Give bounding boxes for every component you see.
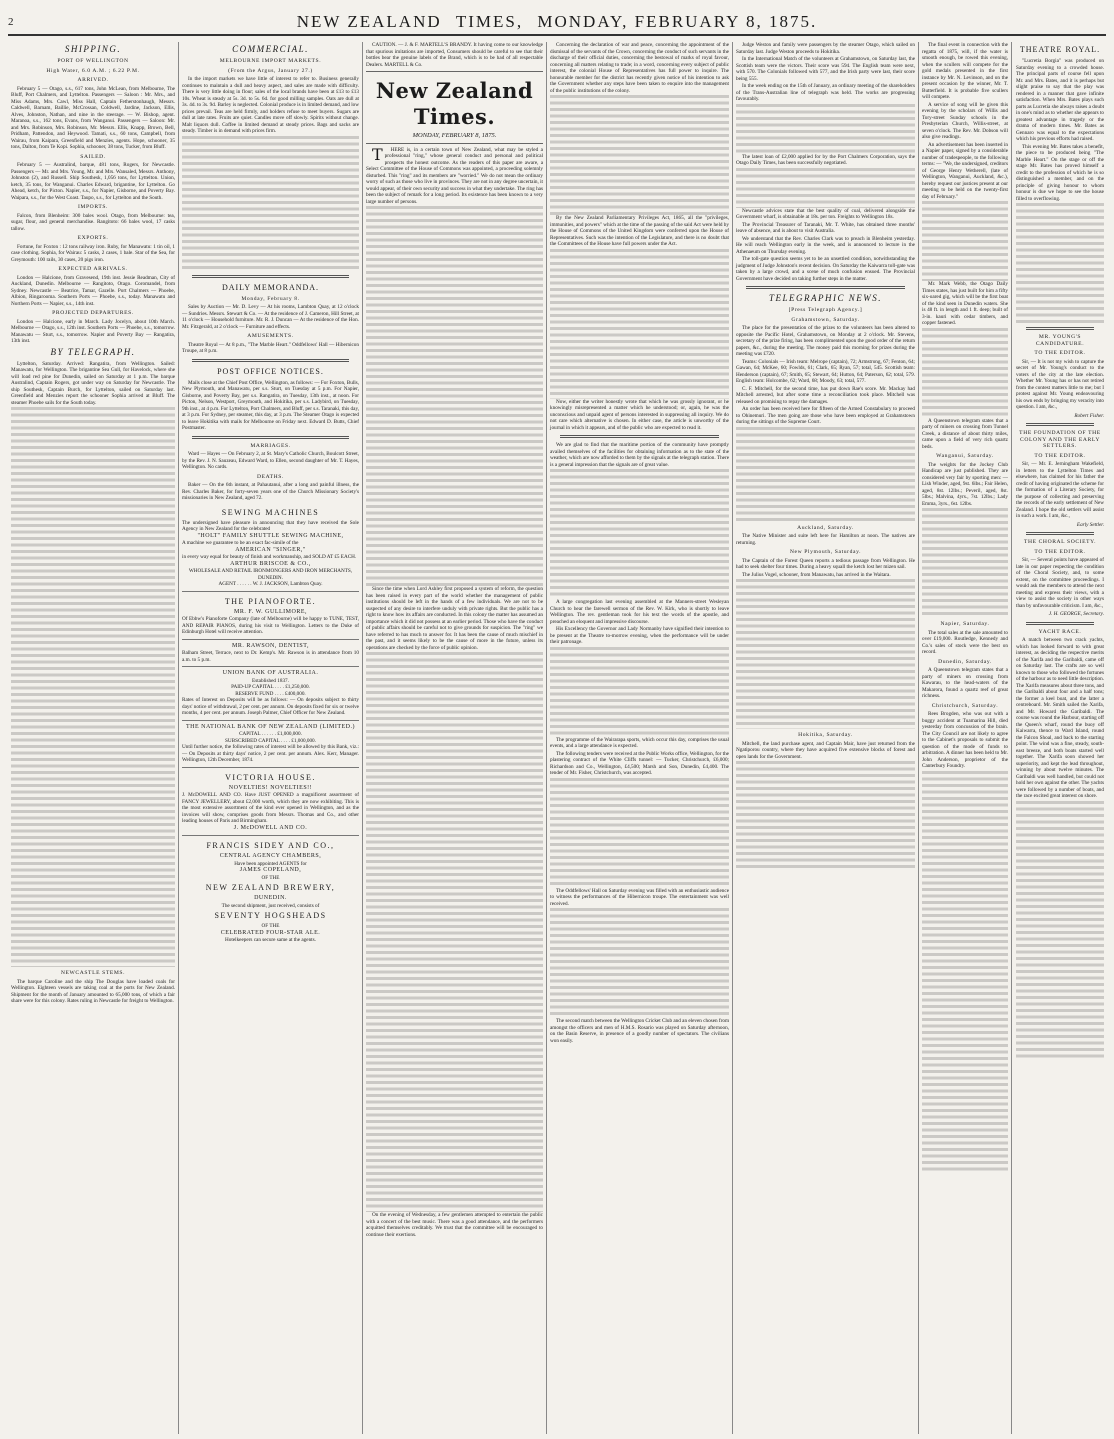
letter-text: Sir, — Several points have appeared of late in our paper respecting the condition of the Choral Society, and, to some extent, on the committee proceedings. I would ask the members to attend the next meeting and express their views, with a view to assist the society in other ways than by unfavourable criticism. I am, &c.,	[1016, 557, 1104, 609]
sidey-ad	[182, 836, 359, 947]
sewing-brand: "HOLT" FAMILY SHUTTLE SEWING MACHINE,	[197, 532, 344, 539]
drop-cap: T	[372, 144, 383, 164]
dentist-heading: MR. RAWSON, DENTIST,	[232, 642, 309, 649]
sewing-heading: SEWING MACHINES	[221, 507, 320, 517]
divider	[366, 143, 543, 144]
bank-heading: UNION BANK OF AUSTRALIA.	[222, 670, 319, 676]
sewing-machines-ad	[182, 503, 359, 592]
news-paragraph: The toll-gate question seems yet to be an unsettled condition, notwithstanding the judgment of Judge Johnston's recent decision. On Saturday the Kaiwarra toll-gate was taken by a large crowd, and a scene of much confusion ensued. The Provincial Government have decided on taking further steps in the matter.	[736, 256, 915, 282]
letter-to-editor: TO THE EDITOR.	[1034, 452, 1086, 459]
sidey-heading: FRANCIS SIDEY AND CO.,	[206, 841, 335, 850]
divider	[192, 275, 349, 278]
telegraph-scores: Teams: Colonials — Irish team: Melrope (captain), 72; Armstrong, 67; Fenton, 64; Gawan, 64; McKee, 60; Fowlds, 61; Clark, 65; Ryan, 57; total, 545. Scottish team: Henderson (captain), 67; Smith, 65; Stewart, 64; Hutton, 64; Paterson, 62; total, 579. English team: Holcombe, 62; Ward, 68; Moody, 63; total, 577.	[736, 358, 915, 384]
bank-established: Established 1837.	[252, 677, 289, 684]
theatre-text: This evening Mr. Bates takes a benefit, the piece to be produced being "The Marble Heart." On the stage or off the stage Mr. Bates has proved himself a credit to the profession of which he is so distinguished a member, and on the principle of giving honour to whom honour is due we hope to see the house filled to overflowing.	[1016, 143, 1104, 202]
news-paragraph: The Oddfellows' Hall on Saturday evening was filled with an enthusiastic audience to witness the performances of the Hibernicon troupe. The entertainment was well received.	[550, 887, 729, 907]
local-continued-text	[922, 328, 1008, 418]
news-continued-text	[550, 469, 729, 599]
commercial-continued-text	[182, 136, 359, 271]
shipping-continued-text	[11, 407, 175, 967]
dateline-place: Dunedin, Saturday.	[938, 658, 992, 665]
telegraph-paragraph: An order has been received here for fifteen of the Armed Constabulary to proceed to Ohinemuri. The men going are those who have been employed at Grahamstown during the sittings of the Supreme Court.	[736, 406, 915, 425]
amusements-text: Theatre Royal — At 8 p.m., "The Marble Heart." Oddfellows' Hall — Hibernicon Troupe, at 8 p.m.	[182, 341, 359, 354]
arrived-text: February 5 — Otago, s.s., 617 tons, John McLean, from Melbourne, The Bluff, Port Chalmers, and Lyttelton. Passengers — Saloon : Mr. Mrs., and Miss Adams, Mrs. Cawl, Miss Hall, Captain Fetherstonhaugh, Messrs. Caldwell, Barnam, Baillie, McCrossan, Coldwell, Jardine, Jackson, Ellis, Alves, Johnston, Nathan, and nine in the steerage. — W. Bishop, agent. Maranoa, s.s., 162 tons, Evans, from Wanganui. Passengers — Saloon: Mr. and Mrs. Robinson, Mrs. Robinson, Mr. Messrs. Ellis, Knapp, Brown, Bell, Pridham, Pattendon, and Heywood. Tamati, s.s., 60 tons, Campbell, from Wairau, from Kaipara, Greenfield and Menzies, agents. Hope, schooner, 35 tons, Dalton, from Te Kopi. Sophia, schooner, 38 tons, Tucker, from Bluff.	[11, 85, 175, 150]
victoria-heading: VICTORIA HOUSE.	[225, 772, 316, 782]
amusements-heading: AMUSEMENTS.	[247, 333, 294, 339]
masthead-title	[8, 12, 1106, 32]
bank-reserve: RESERVE FUND . . . . £400,000.	[235, 690, 306, 697]
news-paragraph: By the New Zealand Parliamentary Privileges Act, 1865, all the "privileges, immunities, and powers" which at the time of the passing of the said Act were held by the House of Commons of the United Kingdom were conferred upon the House of Representatives. Such was the intention of the Legislature, and there is no doubt that the Committees of the House have full powers under the Act.	[550, 215, 729, 247]
dateline-place: Christchurch, Saturday.	[931, 702, 999, 709]
divider	[560, 435, 719, 438]
piano-heading: THE PIANOFORTE.	[224, 596, 317, 606]
masthead	[8, 6, 1106, 36]
dentist-text: Balham Street, Terrace, next to Dr. Kemp's. Mr. Rawson is in attendance from 10 a.m. to 5 p.m.	[182, 650, 359, 663]
sewing-text: The undersigned have pleasure in announcing that they have received the Sole Agency in New Zealand for the celebrated	[182, 519, 359, 532]
news-continued-text	[736, 168, 915, 208]
telegraphic-subheading: [Press Telegraph Agency.]	[788, 307, 863, 313]
local-news-subcolumn	[922, 42, 1012, 1434]
expected-text: London — Halcione, from Gravesend, 19th inst. Jessie Readman, City of Auckland, Dunedin. Melbourne — Rangitoto, Otago. Coromandel, from Sydney. Newcastle — Beatrice, Tamar, Gazelle. Port Chalmers — Phoebe, Albion, Ringarooma. Southern Ports — Phoebe, s.s., today. Manawatu and Northern Ports — Napier, s.s., 14th inst.	[11, 274, 175, 307]
news-paragraph: In the week ending on the 15th of January, an ordinary meeting of the shareholders of the Trans-Australian line of telegraph was held. The works are progressing favourably.	[736, 83, 915, 102]
local-paragraph: Mr. Mark Webb, the Otago Daily Times states, has just built for him a fifty six-oared gig, which will be the first boat of the kind seen in Dunedin waters. She is 48 ft. in length and 1 ft. deep; built of 3-in. kauri with cedar timbers, and copper fastened.	[922, 281, 1008, 326]
sidey-city: DUNEDIN.	[254, 895, 287, 901]
news-paragraph: The second match between the Wellington Cricket Club and an eleven chosen from amongst the officers and men of H.M.S. Rosario was played on Saturday afternoon, on the Basin Reserve, in presence of a goodly number of spectators. The civilians won easily.	[550, 1018, 729, 1044]
victoria-house-ad	[182, 768, 359, 837]
divider	[366, 71, 543, 72]
telegraph-heading: BY TELEGRAPH.	[50, 346, 136, 357]
column-local	[918, 42, 1106, 1434]
commercial-note: (From the Argus, January 27.)	[228, 67, 313, 74]
marriages-heading: MARRIAGES.	[250, 442, 291, 449]
deaths-heading: DEATHS.	[256, 473, 285, 480]
young-heading: MR. YOUNG'S CANDIDATURE.	[1035, 334, 1085, 347]
newcastle-text: The barque Caroline and the ship The Douglas have loaded coals for Wellington. Eighteen vessels are taking coal at the ports for New Zealand. Shipment for the month of January amounted to 65,000 tons, of which a fair share were for this colony. Rates ruling in Newcastle for freight to Wellington.	[11, 978, 175, 1004]
theatre-subcolumn	[1016, 42, 1104, 1434]
telegraph-text: Lyttelton, Saturday. Arrived: Rangatira, from Wellington. Sailed: Manawatu, for Wellington. The brigantine Sea Gull, for Havelock, where she will load red pine for Dunedin, sailed on Saturday at 1 p.m. The barque Australind, Captain Rogers, got under way on Saturday for Newcastle. The ship Southesk, Captain Burch, for Lyttelton, sailed on Saturday last. Greenfield and Menzies report the schooner Sophia arrived at Bluff. The steamer Phoebe sails for the South today.	[11, 360, 175, 406]
letter-signature: Early Settler.	[1076, 521, 1104, 528]
divider	[192, 359, 349, 362]
nz-bank-heading: THE NATIONAL BANK OF NEW ZEALAND (LIMITED.)	[186, 723, 355, 730]
sidey-of2: OF THE	[261, 923, 280, 929]
news-continued-text	[550, 647, 729, 737]
sailed-heading: SAILED.	[80, 153, 106, 160]
nz-bank-capital: CAPITAL . . . . . . £1,000,000.	[239, 731, 302, 737]
sidey-product: CELEBRATED FOUR-STAR ALE.	[220, 929, 321, 936]
theatre-text: "Lucretia Borgia" was produced on Saturday evening to a crowded house. The principal parts of course fell upon Mr. and Mrs. Bates, and it is perhaps but slight praise to say that the play was rendered in a manner that gave infinite satisfaction. When Mrs. Bates plays such parts as Lucretia she always raises a doubt in one's mind as to whether she appears to greatest advantage in tragedy or the drama of modern times. Mr. Bates as Gennaro was equal to the expectations which his previous efforts had raised.	[1016, 58, 1104, 142]
sewing-brand2: AMERICAN "SINGER,"	[235, 546, 306, 553]
foundation-heading: THE FOUNDATION OF THE COLONY AND THE EARLY SETTLERS.	[1019, 430, 1101, 449]
union-bank-ad	[182, 667, 359, 721]
telegraph-continued-text	[736, 427, 915, 522]
local-paragraph: A service of song will be given this evening by the scholars of Willis and Tory-street Sunday schools in the Presbyterian Church, Willis-street, at seven o'clock. The Rev. Mr. Dobson will also give readings.	[922, 101, 1008, 140]
imports-text: Falcon, from Blenheim: 300 bales wool. Otago, from Melbourne: tea, sugar, flour, and general merchandise. Rangitoto: 66 bales wool, 17 casks tallow.	[11, 212, 175, 232]
yacht-text: A match between two crack yachts, which has looked forward to with great interest, as deciding the respective merits of the Xarifa and the Garibaldi, came off on Saturday last. The crafts are so well known to those who followed the fortunes of the harbour as to need little description. The Xarifa measures about three tons, and the Garibaldi about four and a half tons; the former a keel boat, and the latter a centreboard. Mr. Smith sailed the Xarifa, and Mr. Howard the Garibaldi. The course was round the Harbour, starting off the Queen's wharf, round the buoy off Kaiwarra, thence to Ward Island, round the Falcon Shoal, and back to the starting point. The wind was a fine, steady, south-east breeze, and both boats started well together. The Xarifa soon showed her superiority, and kept the lead throughout, winning by about twelve minutes. The Garibaldi was well handled, but could not hold her own against the other. The yachts were followed by a number of boats, and the race excited great interest on shore.	[1016, 637, 1104, 799]
news-paragraph: The latest loan of £2,000 applied for by the Port Chalmers Corporation, says the Otago Daily Times, has been successfully negotiated.	[736, 153, 915, 166]
theatre-heading: THEATRE ROYAL.	[1019, 45, 1101, 54]
letter-signature: J. H. GEORGE, Secretary.	[1048, 611, 1104, 617]
exports-heading: EXPORTS.	[77, 235, 109, 241]
column-telegraphic	[732, 42, 918, 1434]
divider	[1026, 327, 1094, 330]
dateline: MONDAY, FEBRUARY 8, 1875.	[412, 132, 497, 139]
telegraph-paragraph: Mitchell, the land purchase agent, and Captain Mair, have just returned from the Ngatiporou country, where they have acquired five extensive blocks of forest and open lands for the Government.	[736, 740, 915, 760]
news-paragraph: His Excellency the Governor and Lady Normanby have signified their intention to be present at the Theatre to-morrow evening, when the performance will be under their patronage.	[550, 626, 729, 645]
marriages-text: Ward — Hayes — On February 2, at St. Mary's Catholic Church, Boulcott Street, by the Rev. J. N. Sauzeau, Edward Ward, to Ellen, second daughter of Mr. T. Hayes, Wellington. No cards.	[182, 451, 359, 470]
news-paragraph: A large congregation last evening assembled at the Manners-street Wesleyan Church to hear the farewell sermon of the Rev. W. Kirk, who is shortly to leave Wellington. The rev. gentleman took for his text the words of the apostle, and preached an eloquent and impressive discourse.	[550, 599, 729, 625]
projected-text: London — Halcione, early in March. Lady Jocelyn, about 10th March. Melbourne — Otago, s.s., 12th inst. Southern Ports — Phoebe, s.s., tomorrow. Manawatu — Sturt, s.s., tomorrow. Napier and Poverty Bay — Rangatira, 13th inst.	[11, 318, 175, 344]
lead-article	[366, 144, 543, 206]
memoranda-heading: DAILY MEMORANDA.	[221, 282, 320, 292]
telegraphic-heading: TELEGRAPHIC NEWS.	[769, 293, 882, 303]
local-paragraph: The final event in connection with the regatta of 1875, will, if the water is smooth enough, be rowed this evening, when the scullers will compete for the gold medals presented in the first instance by Mr. N. Levinson, and on the present occasion by the winner, Mr. T. Butterfield. It is probable five scullers will compete.	[922, 42, 1008, 100]
divider	[746, 286, 905, 289]
column-news	[546, 42, 732, 1434]
paper-title: New Zealand Times.	[375, 78, 534, 129]
telegraph-continued-text	[736, 761, 915, 871]
masthead-title-left: NEW ZEALAND	[296, 12, 442, 31]
expected-heading: EXPECTED ARRIVALS.	[58, 266, 128, 272]
nz-bank-text: Until further notice, the following rates of interest will be allowed by this Bank, viz.: — On Deposits at thirty days' notice, 2 per cent. per annum. Alex. Kerr, Manager. Wellington, 12th December, 1874.	[182, 744, 359, 763]
local-paragraph: The total sales at the sale amounted to over £19,000. Routledge, Kennedy and Co.'s sales of stock were the best on record.	[922, 629, 1008, 655]
exports-text: Fortune, for Foxton : 12 tons railway iron. Ruby, for Manawatu: 1 tin oil, 1 case clothing. Sophia, for Wairau: 5 casks, 2 cases, 1 bale. Star of the Sea, for Greymouth: 100 rails, 30 cases, 20 pigs iron.	[11, 243, 175, 263]
letter-to-editor: TO THE EDITOR.	[1034, 548, 1086, 555]
port-name: PORT OF WELLINGTON	[57, 58, 129, 64]
news-paragraph: Newcastle advices state that the best quality of coal, delivered alongside the Government wharf, is obtainable at 18s. per ton. Freights to Wellington 18s.	[736, 207, 915, 220]
bank-paid-capital: PAID-UP CAPITAL . . . . £1,250,000.	[231, 684, 310, 690]
divider	[1026, 423, 1094, 426]
dateline-place: Wanganui, Saturday.	[936, 453, 994, 459]
nz-bank-subscribed: SUBSCRIBED CAPITAL . . . . £1,000,000.	[225, 737, 316, 744]
letter-to-editor: TO THE EDITOR.	[1034, 350, 1086, 356]
dateline-place: Auckland, Saturday.	[797, 524, 854, 531]
lead-text: HERE is, in a certain town of New Zealand, what may be styled a professional "ring," whose general conduct and personal and political prospects the honest outcome. As the readers of this paper are aware, a Select Committee of the House of Commons was appointed, a proceeding solemnly disturbed. This "ring" and its members are "worried." We do not mean the ordinary worry of such as those who live in provinces. They are not in any degree uncertain, it would appear, of their own security and success in what they undertake. The ring has been the subject of remark for a long period. Its existence has been known to a very large number of persons.	[366, 146, 543, 205]
telegraph-paragraph: The Captain of the Forest Queen reports a tedious passage from Wellington. He had to seek shelter four times. During a heavy squall the ketch lost her mizen sail.	[736, 557, 915, 570]
news-paragraph: The Provincial Treasurer of Taranaki, Mr. T. White, has obtained three months' leave of absence, and is about to visit Australia.	[736, 221, 915, 234]
local-continued-text	[922, 508, 1008, 618]
news-paragraph: The following tenders were received at the Public Works office, Wellington, for the plastering contract of the White Cliffs tunnel: — Tucker, Christchurch, £6,000; Richardson and Co., Wellington, £4,500; Marsh and Son, Dunedin, £4,400. The tender of Mr. Fisher, Christchurch, was accepted.	[550, 750, 729, 776]
post-heading: POST OFFICE NOTICES.	[217, 366, 324, 376]
yacht-heading: YACHT RACE.	[1038, 628, 1082, 635]
local-continued-text	[922, 771, 1008, 1171]
sidey-text: Have been appointed AGENTS for	[234, 860, 307, 867]
sewing-agent: AGENT . . . . . . W. J. JACKSON, Lambton Quay.	[218, 581, 323, 587]
telegraph-paragraph: C. F. Mitchell, for the second time, has put down Rae's score. Mr. Mackay had Mitchell arrested, but after some time a reconciliation took place. Mitchell was released on promising to repay the damages.	[736, 385, 915, 405]
victoria-sub: NOVELTIES! NOVELTIES!!	[228, 784, 313, 791]
national-bank-ad	[182, 721, 359, 768]
column-editorial	[362, 42, 546, 1434]
piano-text: Of Ebbw's Pianoforte Company (late of Melbourne) will be happy to TUNE, TEST, AND REPAIR PIANOS, during his visit to Wellington. Letters to the Duke of Edinburgh Hotel will receive attention.	[182, 616, 359, 635]
editorial-body-2: On the evening of Wednesday, a few gentlemen attempted to entertain the public with a concert of the best music. There was a good attendance, and the performers acquitted themselves creditably. We trust that the committee will be encouraged to continue their exertions.	[366, 1212, 543, 1238]
pianoforte-ad	[182, 592, 359, 640]
dateline-place: Hokitika, Saturday.	[798, 732, 853, 738]
local-paragraph: A Queenstown telegram states that a party of miners on crossing from Kawarau, to the head-waters of the Makarora, found a quartz reef of great richness.	[922, 667, 1008, 699]
victoria-text: J. McDOWELL AND CO. Have JUST OPENED a magnificent assortment of FANCY JEWELLERY, about £2,000 worth, which they are now exhibiting. This is the most extensive assortment of the kind ever opened in Wellington, and as the invoices will show, comprises goods from Messrs. Thomas and Co., and other leading houses of Paris and Birmingham.	[182, 792, 359, 824]
local-continued-text	[922, 201, 1008, 281]
news-paragraph: In the International Match of the volunteers at Grahamstown, on Saturday last, the Scottish team were the victors. Their score was 594. The English team were next, with 570. The Colonials followed with 577, and the Irish party were last, their score being 555.	[736, 56, 915, 82]
issue-number: 2	[8, 16, 14, 28]
telegraph-paragraph: The place for the presentation of the prizes to the volunteers has been altered to opposite the Pacific Hotel, Grahamstown, on Monday at 2 o'clock. Mr. Stevens, secretary of the prize firing, has been complimented upon the good order of the return papers, &c., during the meeting. The money paid this morning for prizes during the meeting was £720.	[736, 325, 915, 357]
news-continued-text	[550, 249, 729, 399]
sidey-footer: Hotelkeepers can secure same at the agents.	[225, 937, 316, 943]
letter-signature: Robert Fisher.	[1074, 412, 1104, 419]
local-paragraph: The weights for the Jockey Club Handicap are just published. They are considered very fair by sporting men: — Lish Winder, aged, 9st. 6lbs.; Fair Helen, aged, 8st. 12lbs.; Peveril, aged, 8st. 5lbs.; Malvina, 4yrs., 7st. 12lbs.; Lady Emma, 3yrs., 6st. 12lbs.	[922, 461, 1008, 507]
choral-heading: THE CHORAL SOCIETY.	[1023, 539, 1097, 545]
piano-name: MR. F. W. GULLIMORE,	[233, 608, 308, 615]
column-shipping	[8, 42, 178, 1434]
news-continued-text	[550, 95, 729, 215]
sidey-of: OF THE	[261, 874, 280, 881]
news-paragraph: Now, either the writer honestly wrote that which he was grossly ignorant, or he knowingly misrepresented a matter which he understood; or, again, he was the unconscious and unpaid agent of persons interested in suppressing all inquiry. We do not care which alternative is chosen. In either case, the article is unworthy of the journal in which it appears, and of the public who are expected to read it.	[550, 398, 729, 431]
commercial-subheading: MELBOURNE IMPORT MARKETS.	[219, 58, 322, 64]
news-continued-text	[550, 908, 729, 1018]
masthead-title-right: MONDAY, FEBRUARY 8, 1875.	[537, 12, 818, 31]
memoranda-date: Monday, February 8.	[241, 295, 300, 302]
sidey-text2: The second shipment, just received, consists of	[221, 902, 320, 909]
telegraph-paragraph: The Julius Vogel, schooner, from Manawatu, has arrived in the Waitara.	[742, 571, 891, 578]
dateline-place: New Plymouth, Saturday.	[789, 549, 862, 555]
news-paragraph: We are glad to find that the maritime portion of the community have promptly availed themselves of the facilities for obtaining information as to the state of the weather, which are now afforded to them by the signals at the telegraph station. There is a general impression that the signals are of great value.	[550, 442, 729, 468]
dateline-place: Napier, Saturday.	[940, 621, 990, 627]
arrived-heading: ARRIVED.	[77, 77, 109, 83]
projected-heading: PROJECTED DEPARTURES.	[52, 310, 134, 316]
columns	[8, 42, 1106, 1434]
bank-text: Rates of Interest on Deposits will be as follows: — On deposits subject to thirty days' notice of withdrawal, 2 per cent. per annum. On deposits fixed for six or twelve months, 4 per cent. per annum. Joseph Palmer, Chief Officer for New Zealand.	[182, 697, 359, 716]
sewing-text3: in every way equal for beauty of finish and workmanship, and SOLD AT £5 EACH.	[182, 554, 357, 560]
newcastle-heading: NEWCASTLE STEMS.	[60, 970, 126, 976]
memoranda-text: Sales by Auction — Mr. D. Levy — At his rooms, Lambton Quay, at 12 o'clock — Sundries. Messrs. Stewart & Co. — At the residence of J. Cameron, Hill Street, at 11 o'clock — Household furniture. Mr. R. J. Duncan — At the residence of the Hon. Mr. Fitzgerald, at 2 o'clock — Furniture and effects.	[182, 304, 359, 330]
caution-notice: CAUTION. — J. & F. MARTELL'S BRANDY. It having come to our knowledge that spurious imitations are imported, Consumers should be careful to see that their bottles bear the genuine labels of the Brand, which is to be had of all respectable Dealers. MARTELL & Co.	[366, 42, 543, 68]
local-paragraph: Rees Brogden, who was out with a buggy accident at Tuamarina Hill, died yesterday from concussion of the brain. The City Council are not likely to agree to the Cabinet's proposals to submit the question of the mode of funds to arbitration. A dinner has been held to Mr. John Anderson, proprietor of the Canterbury Foundry.	[922, 711, 1008, 769]
sidey-brewery: NEW ZEALAND BREWERY,	[205, 883, 336, 892]
telegraph-continued-text	[736, 579, 915, 729]
sidey-quantity: SEVENTY HOGSHEADS	[214, 911, 327, 920]
editorial-continued-text	[366, 206, 543, 586]
editorial-body: Since the time when Lord Ashley first proposed a system of reform, the question has been raised in every part of the world whether the management of public institutions should be left in the hands of a few individuals. We are not to be suspected of any desire to interfere unduly with private rights. But the public has a right to know how its affairs are conducted. In this colony the matter has assumed an importance which it did not possess at an earlier period. Those who have the conduct of public affairs should be careful not to give grounds for suspicion. The "ring" we have referred to has much to answer for. It has been the cause of much mischief in the past, and it seems likely to be the cause of more in the future, unless its operations are checked by the force of public opinion.	[366, 586, 543, 651]
deaths-text: Baker — On the 6th instant, at Pahautanui, after a long and painful illness, the Rev. Charles Baker, for forty-seven years one of the Church Missionary Society's missionaries in New Zealand, aged 72.	[182, 482, 359, 501]
masthead-title-mid: TIMES,	[455, 12, 524, 31]
dateline-place: Grahamstown, Saturday.	[791, 316, 860, 323]
theatre-continued-text	[1016, 203, 1104, 323]
letter-text: Sir, — Mr. E. Jerningham Wakefield, in letters to the Lyttelton Times and elsewhere, has claimed for his father the credit of having originated the scheme for the formation of a Literary Society, for the purpose of collecting and preserving the records of the early settlement of New Zealand. I hope the old settlers will assist in such a work. I am, &c.,	[1016, 461, 1104, 519]
news-continued-text	[736, 104, 915, 154]
commercial-text: In the import markets we have little of interest to refer to. Business generally continues to maintain a dull and heavy aspect, and sales are made with difficulty. There is very little doing in flour; sales of the local brands have been at £13 to £13 10s. Wheat is steady at 5s. 3d. to 5s. 6d. for good milling samples. Oats are dull at 3s. 4d. to 3s. 9d. Barley is neglected. Colonial produce is in limited demand, and low prices prevail. Teas are held firmly, and holders refuse to meet buyers. Sugars are dull at late rates. Fruits are quiet. Candles move off slowly. Spirits without change. Malt liquors dull. Coffee in limited demand at steady prices. Bags and sacks are steady. Timber is in demand with prices firm.	[182, 76, 359, 134]
news-continued-text	[550, 778, 729, 888]
column-commercial	[178, 42, 362, 1434]
news-paragraph: The programme of the Wairarapa sports, which occur this day, comprises the usual events, and a large attendance is expected.	[550, 736, 729, 749]
divider	[192, 436, 349, 439]
local-paragraph: An advertisement has been inserted in a Napier paper, signed by a considerable number of tradespeople, to the following terms: — "We, the undersigned, creditors of George Henry Wetherell, (late of Wellington, Wanganui, Auckland, &c.), hereby request our justices present at our meeting to be held on the twenty-first day of February."	[922, 141, 1008, 200]
sewing-vendor2: WHOLESALE AND RETAIL IRONMONGERS AND IRON MERCHANTS, DUNEDIN.	[188, 568, 353, 581]
local-paragraph: A Queenstown telegram states that a party of miners on crossing from Tunnel Creek, a distance of about thirty miles, came upon a field of very rich quartz beds.	[922, 417, 1008, 450]
news-paragraph: Concerning the declaration of war and peace, concerning the appointment of the dismissal of the servants of the Crown, concerning the conduct of such servants in the discharge of their official duties, concerning the bestowal of marks of royal favour, concerning all matters relating to trade; in a word, concerning every subject of public interest, the colonial House of Representatives has full power to inquire. The honourable member for the district has recently given notice of his intention to ask the Government whether any steps have been taken to enquire into the management of the public institutions of the colony.	[550, 42, 729, 94]
editorial-continued-text-2	[366, 652, 543, 1212]
news-paragraph: We understand that the Rev. Charles Clark was to preach in Blenheim yesterday. He will reach Wellington early in the week, and is announced to lecture in the Athenaeum on Thursday evening.	[736, 235, 915, 255]
victoria-sign: J. McDOWELL AND CO.	[233, 824, 308, 831]
telegraph-paragraph: The Native Minister and suite left here for Hamilton at noon. The natives are returning.	[736, 533, 915, 546]
sidey-sub: CENTRAL AGENCY CHAMBERS,	[219, 853, 322, 859]
yacht-continued-text	[1016, 801, 1104, 1061]
post-text: Mails close at the Chief Post Office, Wellington, as follows: — For Foxton, Bulls, New Plymouth, and Manawatu, per s.s. Sturt, on Tuesday at 5 p.m. For Napier, Gisborne, and Poverty Bay, per s.s. Rangatira, on Tuesday, 13th inst., at noon. For Picton, Nelson, Westport, Greymouth, and Hokitika, per s.s. Ladybird, on Tuesday, 9th inst., at 4 p.m. For Lyttelton, Port Chalmers, and Bluff, per s.s. Taranaki, this day, at 3 p.m. For Sydney, per steamer, this day, at 3 p.m. The Steamer Otago is expected to leave Hokitika with mails for Melbourne on Friday next. Edward D. Butts, Chief Postmaster.	[182, 379, 359, 431]
sewing-vendor: ARTHUR BRISCOE & CO.,	[230, 560, 311, 567]
divider	[1026, 532, 1094, 535]
high-water: High Water, 6.0 A.M. ; 6.22 P.M.	[46, 67, 140, 74]
letter-text: Sir, — It is not my wish to capture the secret of Mr. Young's conduct to the voters of the city at the late election. Whether Mr. Young has or has not retired from the contest matters little to me; but I protest against Mr. Young endeavouring his own ends by bringing my veracity into question. I am, &c.,	[1016, 358, 1104, 410]
dentist-ad	[182, 640, 359, 668]
sewing-text2: A machine we guarantee to be an exact fac-simile of the	[182, 540, 299, 546]
commercial-heading: COMMERCIAL.	[232, 44, 309, 54]
sailed-text: February 5 — Australind, barque, 481 tons, Rogers, for Newcastle. Passengers — Mr. and Mrs. Young, Mr. and Mrs. Wansaled, Messrs. Anthony, Johnston (2), and Russell. Ship Southesk, 1,056 tons, for Lyttelton. Union, ketch, 35 tons, for Wanganui. Charles Edward, brigantine, for Lyttelton. Go Ahead, ketch, for Picton. Napier, s.s., for Napier, Gisborne, and Poverty Bay. Waipara, s.s., for the West Coast. Taupo, s.s., for Lyttelton and the South.	[11, 162, 175, 201]
news-paragraph: Judge Weston and family were passengers by the steamer Otago, which sailed on Saturday last. Judge Weston proceeds to Hokitika.	[736, 42, 915, 55]
divider	[1026, 622, 1094, 625]
shipping-heading: SHIPPING.	[64, 44, 122, 54]
sidey-name: JAMES COPELAND,	[239, 867, 302, 873]
newspaper-page	[8, 6, 1106, 1434]
imports-heading: IMPORTS.	[77, 204, 109, 210]
